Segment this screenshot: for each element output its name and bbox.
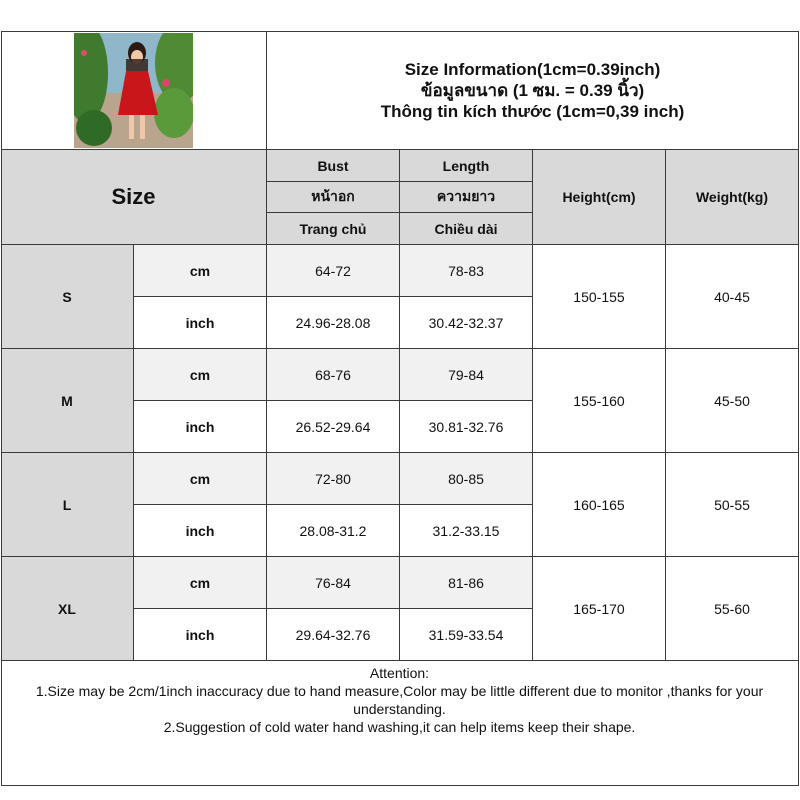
length-inch-value: 30.42-32.37 (400, 297, 533, 349)
title-line-thai: ข้อมูลขนาด (1 ซม. = 0.39 นิ้ว) (420, 80, 645, 100)
attention-note-1: 1.Size may be 2cm/1inch inaccuracy due to hand measure,Color may be little different due to monitor ,thanks for your understanding. (35, 683, 764, 717)
length-inch-value: 31.2-33.15 (400, 505, 533, 557)
length-inch-value: 30.81-32.76 (400, 401, 533, 453)
length-cm-value: 81-86 (400, 557, 533, 609)
unit-label-cm: cm (134, 349, 267, 401)
unit-label-cm: cm (134, 557, 267, 609)
product-photo (74, 33, 193, 148)
size-label-l: L (1, 453, 134, 557)
bust-header-vietnamese: Trang chủ (267, 213, 400, 245)
unit-label-inch: inch (134, 297, 267, 349)
bust-cm-value: 76-84 (267, 557, 400, 609)
unit-label-inch: inch (134, 401, 267, 453)
attention-heading: Attention: (369, 665, 430, 681)
length-cm-value: 78-83 (400, 245, 533, 297)
bust-header-english: Bust (267, 150, 400, 182)
bust-inch-value: 24.96-28.08 (267, 297, 400, 349)
length-inch-value: 31.59-33.54 (400, 609, 533, 661)
attention-notes (1, 661, 799, 786)
unit-label-cm: cm (134, 453, 267, 505)
title-line-vietnamese: Thông tin kích thước (1cm=0,39 inch) (380, 101, 685, 121)
bust-cm-value: 64-72 (267, 245, 400, 297)
height-value: 160-165 (533, 453, 666, 557)
bust-inch-value: 28.08-31.2 (267, 505, 400, 557)
height-value: 155-160 (533, 349, 666, 453)
weight-header: Weight(kg) (666, 150, 799, 245)
product-photo-cell (1, 31, 267, 150)
product-photo-image (74, 33, 193, 148)
size-label-xl: XL (1, 557, 134, 661)
weight-value: 55-60 (666, 557, 799, 661)
length-header-english: Length (400, 150, 533, 182)
bust-inch-value: 29.64-32.76 (267, 609, 400, 661)
bust-cm-value: 68-76 (267, 349, 400, 401)
height-value: 165-170 (533, 557, 666, 661)
unit-label-inch: inch (134, 505, 267, 557)
size-chart (1, 31, 799, 786)
bust-inch-value: 26.52-29.64 (267, 401, 400, 453)
unit-label-cm: cm (134, 245, 267, 297)
size-label-s: S (1, 245, 134, 349)
height-value: 150-155 (533, 245, 666, 349)
unit-label-inch: inch (134, 609, 267, 661)
size-info-title (267, 31, 799, 150)
length-header-vietnamese: Chiều dài (400, 213, 533, 245)
weight-value: 40-45 (666, 245, 799, 349)
attention-note-2: 2.Suggestion of cold water hand washing,it can help items keep their shape. (163, 719, 636, 735)
bust-header-thai: หน้าอก (267, 182, 400, 213)
length-cm-value: 80-85 (400, 453, 533, 505)
size-label-m: M (1, 349, 134, 453)
bust-cm-value: 72-80 (267, 453, 400, 505)
weight-value: 45-50 (666, 349, 799, 453)
title-line-english: Size Information(1cm=0.39inch) (404, 59, 661, 79)
height-header: Height(cm) (533, 150, 666, 245)
length-cm-value: 79-84 (400, 349, 533, 401)
size-header: Size (1, 150, 267, 245)
weight-value: 50-55 (666, 453, 799, 557)
length-header-thai: ความยาว (400, 182, 533, 213)
